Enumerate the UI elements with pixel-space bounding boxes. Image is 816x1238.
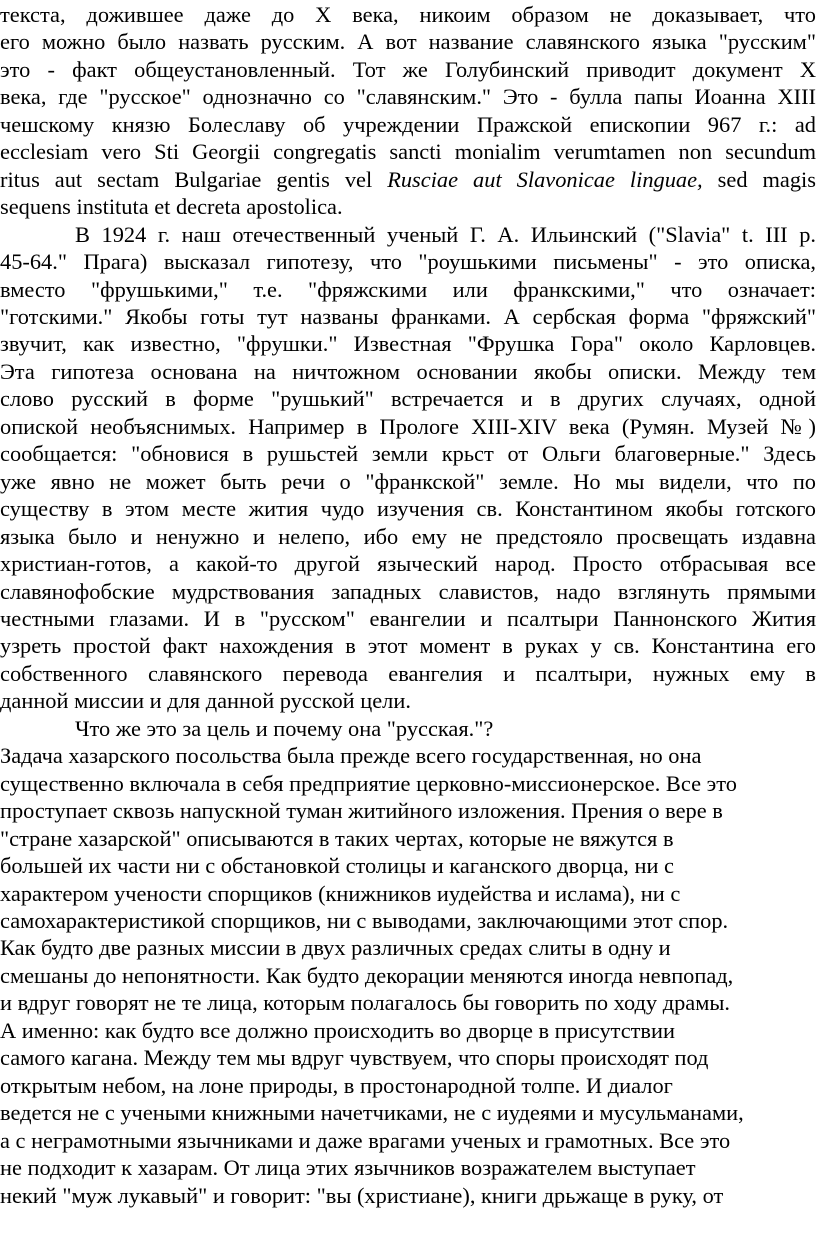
text-line: Как будто две разных миссии в двух различных средах слиты в одну и [0, 935, 671, 961]
text-line: славянофобские мудрствования западных славистов, надо взглянуть прямыми [0, 578, 816, 604]
italic-latin-phrase: Rusciae aut Slavonicae linguae, [387, 166, 703, 192]
text-line: самого кагана. Между тем мы вдруг чувствуем, что споры происходят под [0, 1045, 709, 1071]
text-line: собственного славянского перевода евангелия и псалтыри, нужных ему в [0, 660, 816, 686]
text-line: звучит, как известно, "фрушки." Известная "Фрушка Гора" около Карловцев. [0, 331, 816, 357]
latin-text: sed magis [702, 166, 816, 192]
latin-text: ritus aut sectam Bulgariae gentis vel [0, 166, 388, 192]
text-line: самохарактеристикой спорщиков, ни с выводами, заключающими этот спор. [0, 908, 729, 933]
text-line: открытым небом, на лоне природы, в простонародной толпе. И диалог [0, 1072, 673, 1098]
text-line: чешскому князю Болеславу об учреждении Пражской епископии 967 г.: ad [0, 111, 816, 137]
text-line: его можно было назвать русским. А вот название славянского языка "русским" [0, 29, 816, 55]
text-line: данной миссии и для данной русской цели. [0, 688, 411, 714]
text-line: века, где "русское" однозначно со "славянским." Это - булла папы Иоанна XIII [0, 84, 816, 110]
text-line: sequens instituta et decreta apostolica. [0, 194, 343, 220]
text-line: честными глазами. И в "русском" евангелии и псалтыри Паннонского Жития [0, 606, 816, 631]
text-line: некий "муж лукавый" и говорит: "вы (христиане), книги дрьжаще в руку, от [0, 1182, 724, 1208]
text-line: "стране хазарской" описываются в таких чертах, которые не вяжутся в [0, 825, 674, 851]
text-line: смешаны до непонятности. Как будто декорации меняются иногда невпопад, [0, 962, 734, 988]
text-line: характером учености спорщиков (книжников иудейства и ислама), ни с [0, 880, 681, 906]
paragraph-first-line: Что же это за цель и почему она "русская."? [75, 715, 494, 741]
text-line: существенно включала в себя предприятие церковно-миссионерское. Все это [0, 770, 737, 796]
text-line: языка было и ненужно и нелепо, ибо ему не предстояло просвещать издавна [0, 523, 816, 549]
text-line: ведется не с учеными книжными начетчиками, не с иудеями и мусульманами, [0, 1100, 744, 1126]
text-line: не подходит к хазарам. От лица этих язычников возражателем выступает [0, 1155, 696, 1181]
text-line: вместо "фрушькими," т.е. "фряжскими или франкскими," что означает: [0, 276, 816, 302]
text-line: "готскими." Якобы готы тут названы франками. А сербская форма "фряжский" [0, 304, 816, 329]
text-line: а с неграмотными язычниками и даже врагами ученых и грамотных. Все это [0, 1127, 731, 1153]
text-line: это - факт общеустановленный. Тот же Голубинский приводит документ X [0, 56, 816, 82]
text-line: опиской необъяснимых. Например в Прологе XIII-XIV века (Румян. Музей №) [0, 413, 816, 439]
text-line: ecclesiam vero Sti Georgii congregatis sancti monialim verumtamen non secundum [0, 139, 816, 165]
text-line: Задача хазарского посольства была прежде всего государственная, но она [0, 743, 702, 769]
paragraph-first-line: В 1924 г. наш отечественный ученый Г. А. Ильинский ("Slavia" t. III p. [75, 221, 816, 247]
text-line: и вдруг говорят не те лица, которым полагалось бы говорить по ходу драмы. [0, 990, 731, 1016]
text-line: слово русский в форме "рушький" встречается и в других случаях, одной [0, 386, 816, 412]
text-line [0, 165, 816, 195]
text-line: проступает сквозь напускной туман житийного изложения. Прения о вере в [0, 798, 723, 824]
text-line: узреть простой факт нахождения в этот момент в руках у св. Константина его [0, 633, 816, 659]
text-line: большей их части ни с обстановкой столицы и каганского дворца, ни с [0, 853, 674, 879]
text-line: 45-64." Прага) высказал гипотезу, что "роушькими письмены" - это описка, [0, 249, 816, 275]
text-line: текста, дожившее даже до X века, никоим образом не доказывает, что [0, 2, 816, 27]
text-line: Эта гипотеза основана на ничтожном основании якобы описки. Между тем [0, 358, 816, 384]
text-line: христиан-готов, а какой-то другой языческий народ. Просто отбрасывая все [0, 551, 816, 577]
text-line: существу в этом месте жития чудо изучения св. Константином якобы готского [0, 496, 816, 522]
text-line: А именно: как будто все должно происходить во дворце в присутствии [0, 1017, 675, 1043]
text-line: уже явно не может быть речи о "франкской" земле. Но мы видели, что по [0, 468, 816, 494]
text-line: сообщается: "обновися в рушьстей земли крьст от Ольги благоверные." Здесь [0, 441, 816, 467]
